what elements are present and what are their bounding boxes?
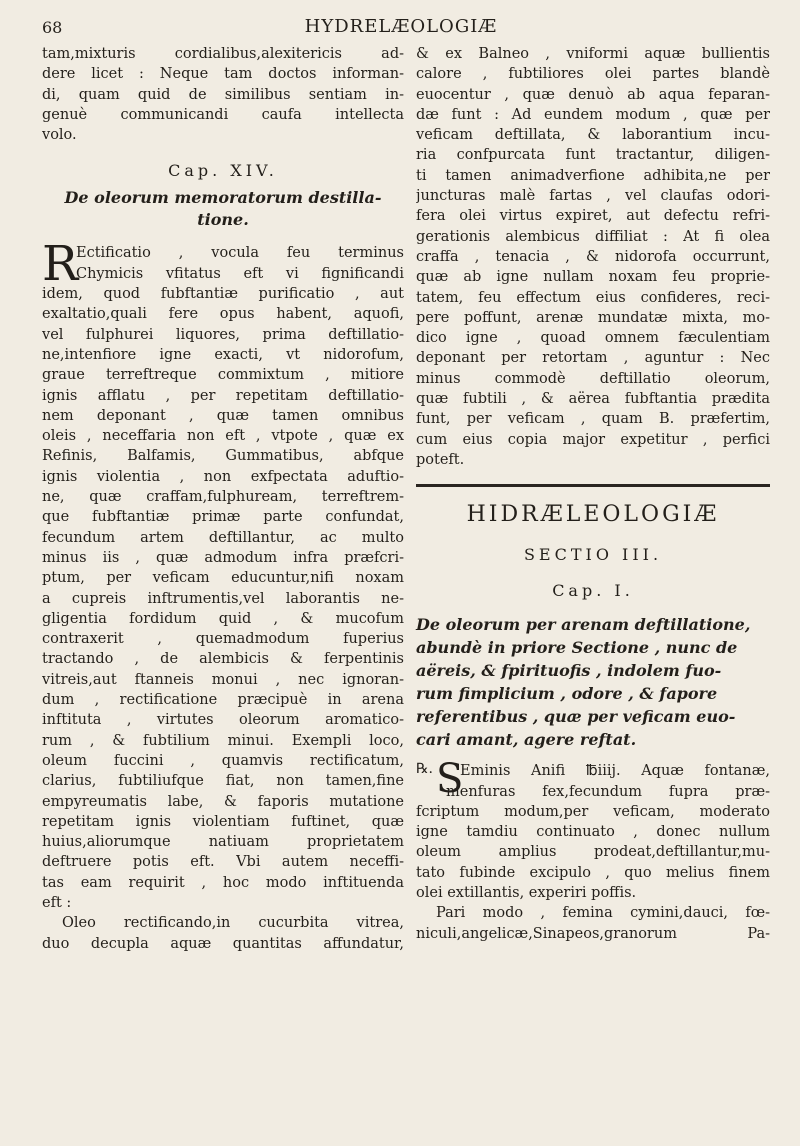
text-line: dum , rectificatione præcipuè in arena bbox=[42, 692, 404, 709]
text-line: funt, per veficam , quam B. præfertim, bbox=[416, 411, 770, 428]
text-line: Pari modo , femina cymini,dauci, fœ- bbox=[436, 905, 770, 922]
text-line: dæ funt : Ad eundem modum , quæ per bbox=[416, 106, 770, 123]
text-line: ne, quæ craffam,fulphuream, terreftrem- bbox=[42, 489, 404, 506]
running-head: HYDRELÆOLOGIÆ bbox=[304, 16, 498, 37]
text-line: fecundum artem deftillantur, ac multo bbox=[42, 529, 404, 546]
text-line: poteft. bbox=[416, 451, 465, 468]
text-line: volo. bbox=[42, 127, 77, 144]
page-number: 68 bbox=[42, 18, 63, 37]
text-line: dere licet : Neque tam doctos informan- bbox=[42, 66, 404, 83]
text-line: & ex Balneo , vniformi aquæ bullientis bbox=[416, 46, 770, 62]
text-line: empyreumatis labe, & faporis mutatione bbox=[42, 793, 404, 810]
chapter-title-line: referentibus , quæ per veficam euo- bbox=[416, 707, 736, 727]
section-title: HIDRÆLEOLOGIÆ bbox=[466, 502, 720, 528]
section-subtitle: SECTIO III. bbox=[523, 545, 663, 565]
recipe-paragraph bbox=[416, 756, 770, 803]
text-line: tatem, feu effectum eius confideres, reci- bbox=[416, 289, 770, 306]
text-line: ti tamen animadverfione adhibita,ne per bbox=[416, 167, 770, 184]
text-line: tas eam requirit , hoc modo inftituenda bbox=[42, 874, 404, 891]
chapter-title-line: abundè in priore Sectione , nunc de bbox=[416, 638, 738, 658]
text-line: gerationis alembicus diffiliat : At fi olea bbox=[416, 228, 770, 245]
text-line: di, quam quid de similibus sentiam in- bbox=[42, 86, 404, 103]
text-line: rum , & fubtilium minui. Exempli loco, bbox=[42, 732, 404, 749]
chapter-title-line: De oleorum per arenam deftillatione, bbox=[416, 615, 751, 635]
chapter-label: Cap. I. bbox=[552, 581, 634, 601]
text-line: minus commodè deftillatio oleorum, bbox=[416, 370, 770, 387]
text-line: cum eius copia major expetitur , perfici bbox=[416, 431, 770, 448]
text-line: oleum amplius prodeat,deftillantur,mu- bbox=[416, 844, 770, 861]
text-line: oleum fuccini , quamvis rectificatum, bbox=[42, 752, 404, 769]
text-line: euocentur , quæ denuò ab aqua feparan- bbox=[416, 86, 770, 103]
text-line: que fubftantiæ primæ parte confundat, bbox=[42, 509, 404, 526]
text-line: minus iis , quæ admodum infra præfcri- bbox=[42, 549, 404, 566]
text-line: tato fubinde excipulo , quo melius finem bbox=[416, 864, 770, 881]
text-line: inftituta , virtutes oleorum aromatico- bbox=[42, 712, 404, 729]
text-line: dico igne , quoad omnem fæculentiam bbox=[416, 330, 770, 347]
text-line: oleis , neceffaria non eft , vtpote , quæ ex bbox=[42, 428, 404, 445]
text-line: craffa , tenacia , & nidorofa occurrunt, bbox=[416, 248, 770, 265]
text-line: nem deponant , quæ tamen omnibus bbox=[42, 407, 404, 424]
text-line: vitreis,aut ftanneis monui , nec ignoran- bbox=[42, 671, 404, 688]
text-line: a cupreis inftrumentis,vel laborantis ne- bbox=[42, 590, 404, 607]
text-line: exaltatio,quali fere opus habent, aquofi, bbox=[42, 306, 404, 323]
text-line: juncturas malè fartas , vel claufas odori- bbox=[416, 188, 770, 205]
text-line: niculi,angelicæ,Sinapeos,granorum Pa- bbox=[416, 925, 770, 942]
text-line: igne tamdiu continuato , donec nullum bbox=[416, 824, 770, 841]
recipe-symbol: ℞. bbox=[416, 761, 434, 778]
text-line: idem, quod fubftantiæ purificatio , aut bbox=[42, 286, 404, 303]
section-divider bbox=[416, 484, 770, 487]
text-line: duo decupla aquæ quantitas affundatur, bbox=[42, 935, 404, 952]
text-line: deftruere potis eft. Vbi autem neceffi- bbox=[42, 854, 404, 871]
text-line: fera olei virtus expiret, aut defectu refri- bbox=[416, 208, 770, 225]
text-line: Eminis Anifi ℔iiij. Aquæ fontanæ, bbox=[460, 763, 770, 780]
text-line: pere poffunt, arenæ mundatæ mixta, mo- bbox=[416, 309, 770, 326]
text-line: graue terreftreque commixtum , mitiore bbox=[42, 367, 404, 384]
text-line: quæ ab igne nullam noxam feu proprie- bbox=[416, 269, 770, 286]
text-line: tractando , de alembicis & ferpentinis bbox=[42, 651, 404, 668]
text-line: ria confpurcata funt tractantur, diligen- bbox=[416, 147, 770, 164]
text-line: huius,aliorumque natiuam proprietatem bbox=[42, 834, 404, 851]
text-line: veficam deftillata, & laborantium incu- bbox=[416, 127, 770, 144]
text-line: calore , fubtiliores olei partes blandè bbox=[416, 66, 770, 83]
chapter-title-line: tione. bbox=[197, 210, 249, 230]
text-line: Refinis, Balfamis, Gummatibus, abfque bbox=[42, 448, 404, 465]
text-line: genuè communicandi caufa intellecta bbox=[42, 106, 404, 123]
chapter-title-line: cari amant, agere reftat. bbox=[416, 730, 637, 750]
text-line: ignis violentia , non exfpectata aduftio- bbox=[42, 468, 404, 485]
text-line: olei extillantis, experiri poffis. bbox=[416, 885, 637, 902]
text-line: vel fulphurei liquores, prima deftillatio- bbox=[42, 326, 404, 343]
chapter-title-line: De oleorum memoratorum destilla- bbox=[64, 188, 382, 208]
text-line: gligentia fordidum quid , & mucofum bbox=[42, 610, 404, 627]
drop-cap-letter: R bbox=[42, 236, 79, 293]
text-line: Oleo rectificando,in cucurbita vitrea, bbox=[62, 915, 404, 932]
drop-cap-letter: S bbox=[436, 756, 464, 803]
left-column bbox=[42, 44, 404, 954]
text-line: repetitam ignis violentiam fuftinet, quæ bbox=[42, 813, 404, 830]
text-line: tam,mixturis cordialibus,alexitericis ad- bbox=[42, 46, 404, 62]
text-line: quæ fubtili , & aërea fubftantia prædita bbox=[416, 391, 770, 408]
chapter-title-line: rum fimplicium , odore , & fapore bbox=[416, 684, 718, 704]
text-line: fcriptum modum,per veficam, moderato bbox=[416, 803, 770, 820]
chapter-title-line: aëreis, & fpirituofis , indolem fuo- bbox=[416, 661, 722, 681]
right-column bbox=[416, 44, 770, 944]
text-line: ne,intenfiore igne exacti, vt nidorofum, bbox=[42, 346, 404, 363]
text-line: clarius, fubtiliufque fiat, non tamen,fine bbox=[42, 773, 404, 790]
text-line: deponant per retortam , aguntur : Nec bbox=[416, 350, 770, 367]
chapter-label: Cap. XIV. bbox=[168, 161, 278, 181]
text-line: eft : bbox=[42, 894, 72, 911]
paragraph-with-initial bbox=[42, 236, 404, 293]
page-header bbox=[42, 16, 760, 40]
text-line: contraxerit , quemadmodum fuperius bbox=[42, 631, 404, 648]
text-line: Ectificatio , vocula feu terminus bbox=[76, 245, 404, 262]
text-line: menfuras fex,fecundum fupra præ- bbox=[446, 783, 770, 800]
text-line: Chymicis vfitatus eft vi fignificandi bbox=[76, 265, 404, 282]
text-line: ptum, per veficam educuntur,nifi noxam bbox=[42, 570, 404, 587]
text-line: ignis afflatu , per repetitam deftillatio- bbox=[42, 387, 404, 404]
